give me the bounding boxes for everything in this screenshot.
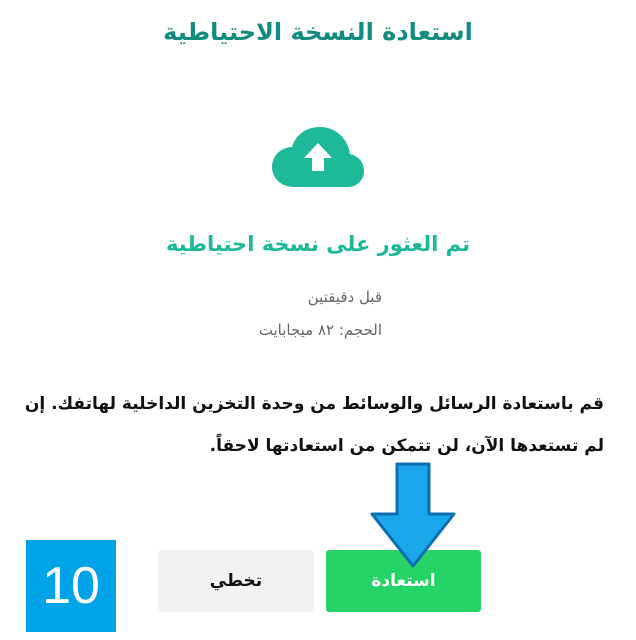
cloud-upload-icon (270, 125, 366, 189)
step-number-badge: 10 (26, 540, 116, 632)
backup-size: الحجم: ٨٢ ميجابايت (258, 321, 382, 339)
restore-description: قم باستعادة الرسائل والوسائط من وحدة التخزين الداخلية لهاتفك. إن لم تستعدها الآن، لن تتمكن من استعادتها لاحقاً. (24, 394, 604, 456)
page-title: استعادة النسخة الاحتياطية (163, 18, 473, 46)
backup-time: قبل دقيقتين (307, 288, 382, 306)
skip-button[interactable]: تخطي (158, 550, 314, 612)
backup-found-heading: تم العثور على نسخة احتياطية (165, 232, 471, 256)
restore-button[interactable]: استعادة (326, 550, 481, 612)
arrow-down-icon (368, 462, 458, 570)
